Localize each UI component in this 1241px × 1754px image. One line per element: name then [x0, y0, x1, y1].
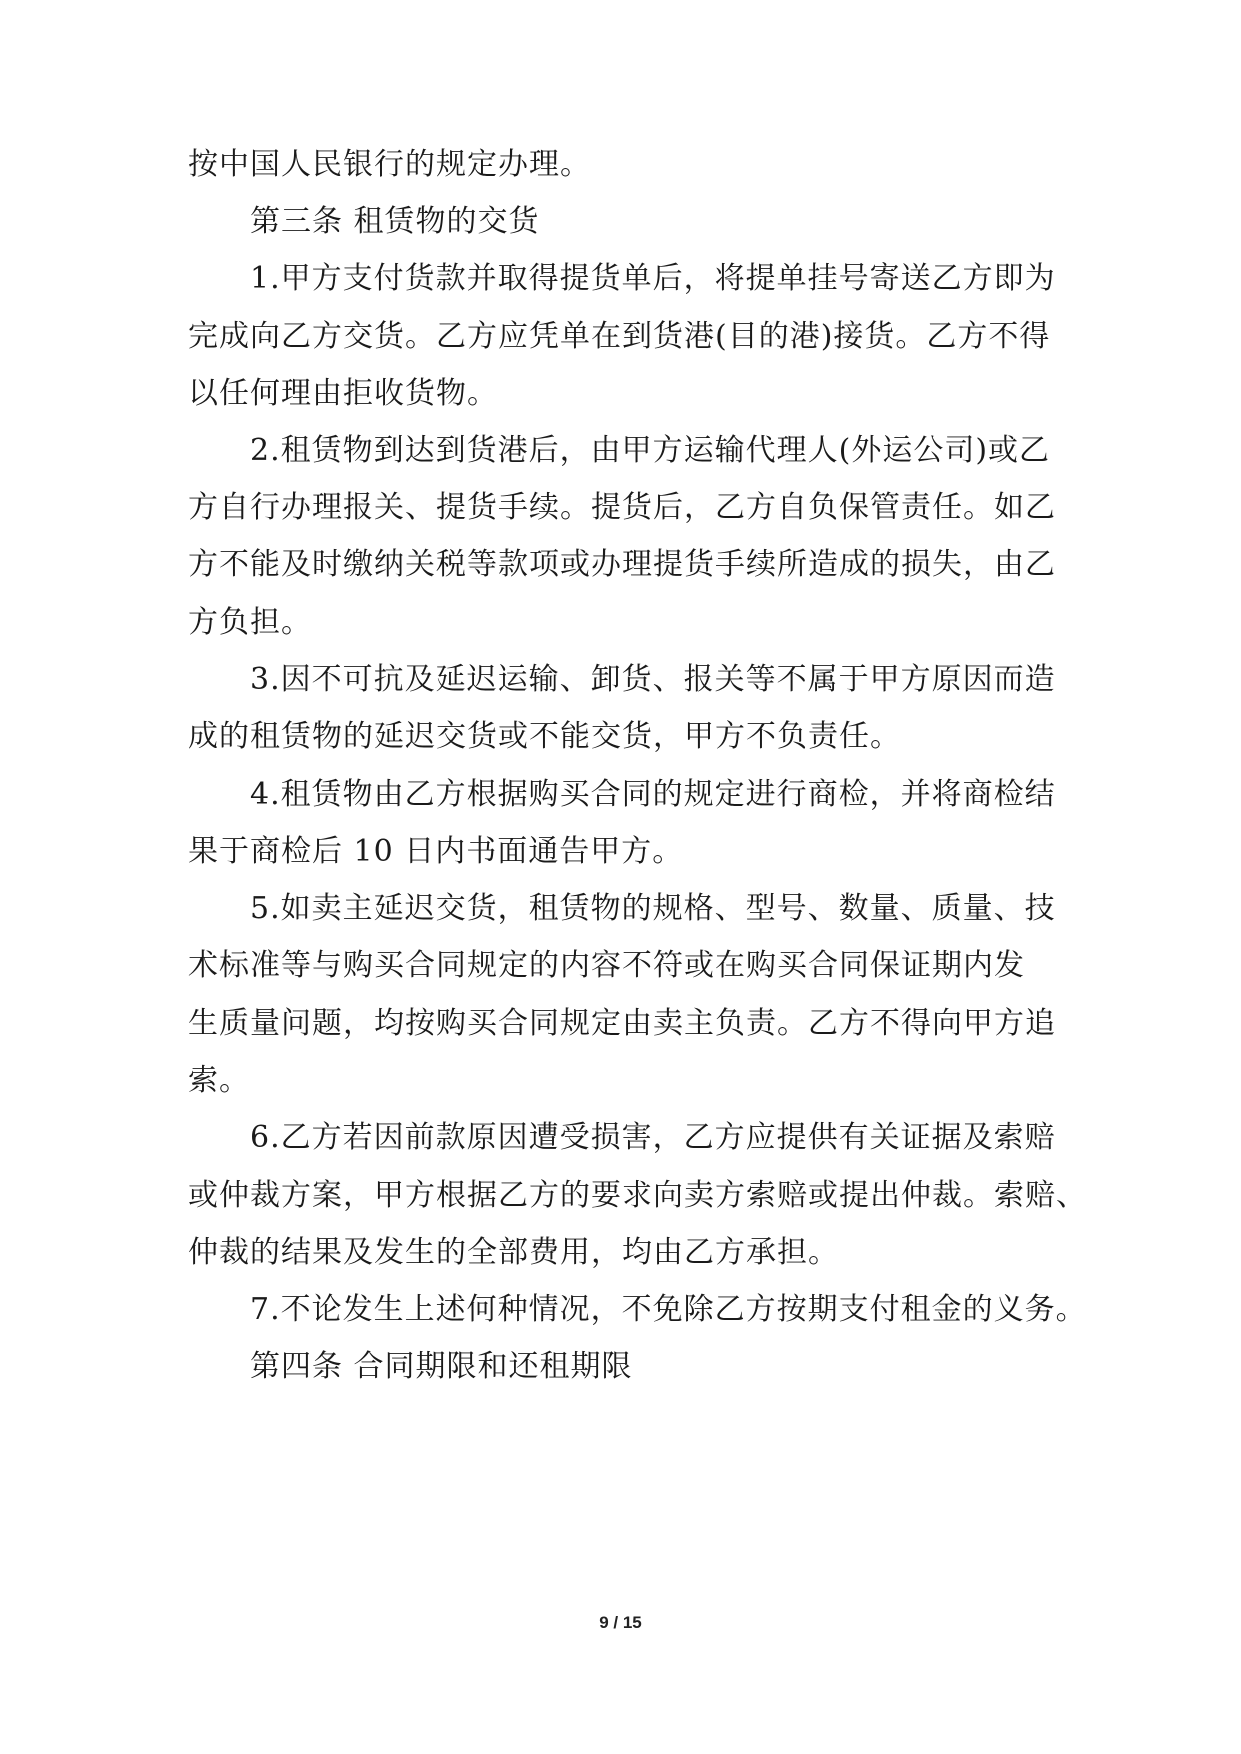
text-line: 方不能及时缴纳关税等款项或办理提货手续所造成的损失，由乙 — [188, 547, 1056, 582]
text-line: 3.因不可抗及延迟运输、卸货、报关等不属于甲方原因而造 — [250, 662, 1056, 697]
text-line: 成的租赁物的延迟交货或不能交货，甲方不负责任。 — [188, 719, 901, 754]
text-line: 7.不论发生上述何种情况，不免除乙方按期支付租金的义务。 — [250, 1292, 1087, 1327]
section-heading: 第三条 租赁物的交货 — [250, 204, 540, 239]
text-line: 果于商检后 10 日内书面通告甲方。 — [188, 834, 684, 869]
text-line: 6.乙方若因前款原因遭受损害，乙方应提供有关证据及索赔 — [250, 1120, 1056, 1155]
text-line: 仲裁的结果及发生的全部费用，均由乙方承担。 — [188, 1235, 839, 1270]
section-heading: 第四条 合同期限和还租期限 — [250, 1349, 633, 1384]
text-line: 以任何理由拒收货物。 — [188, 376, 498, 411]
page-number: 9 / 15 — [599, 1613, 642, 1632]
text-line: 方负担。 — [188, 605, 312, 640]
text-line: 索。 — [188, 1063, 250, 1098]
text-line: 生质量问题，均按购买合同规定由卖主负责。乙方不得向甲方追 — [188, 1006, 1056, 1041]
text-line: 术标准等与购买合同规定的内容不符或在购买合同保证期内发 — [188, 948, 1025, 983]
text-line: 方自行办理报关、提货手续。提货后，乙方自负保管责任。如乙 — [188, 490, 1056, 525]
text-line: 完成向乙方交货。乙方应凭单在到货港(目的港)接货。乙方不得 — [188, 319, 1051, 354]
text-line: 2.租赁物到达到货港后，由甲方运输代理人(外运公司)或乙 — [250, 433, 1051, 468]
text-line: 5.如卖主延迟交货，租赁物的规格、型号、数量、质量、技 — [250, 891, 1056, 926]
text-line: 4.租赁物由乙方根据购买合同的规定进行商检，并将商检结 — [250, 777, 1056, 812]
text-line: 1.甲方支付货款并取得提货单后，将提单挂号寄送乙方即为 — [250, 261, 1056, 296]
text-line: 或仲裁方案，甲方根据乙方的要求向卖方索赔或提出仲裁。索赔、 — [188, 1178, 1087, 1213]
text-line: 按中国人民银行的规定办理。 — [188, 147, 591, 182]
